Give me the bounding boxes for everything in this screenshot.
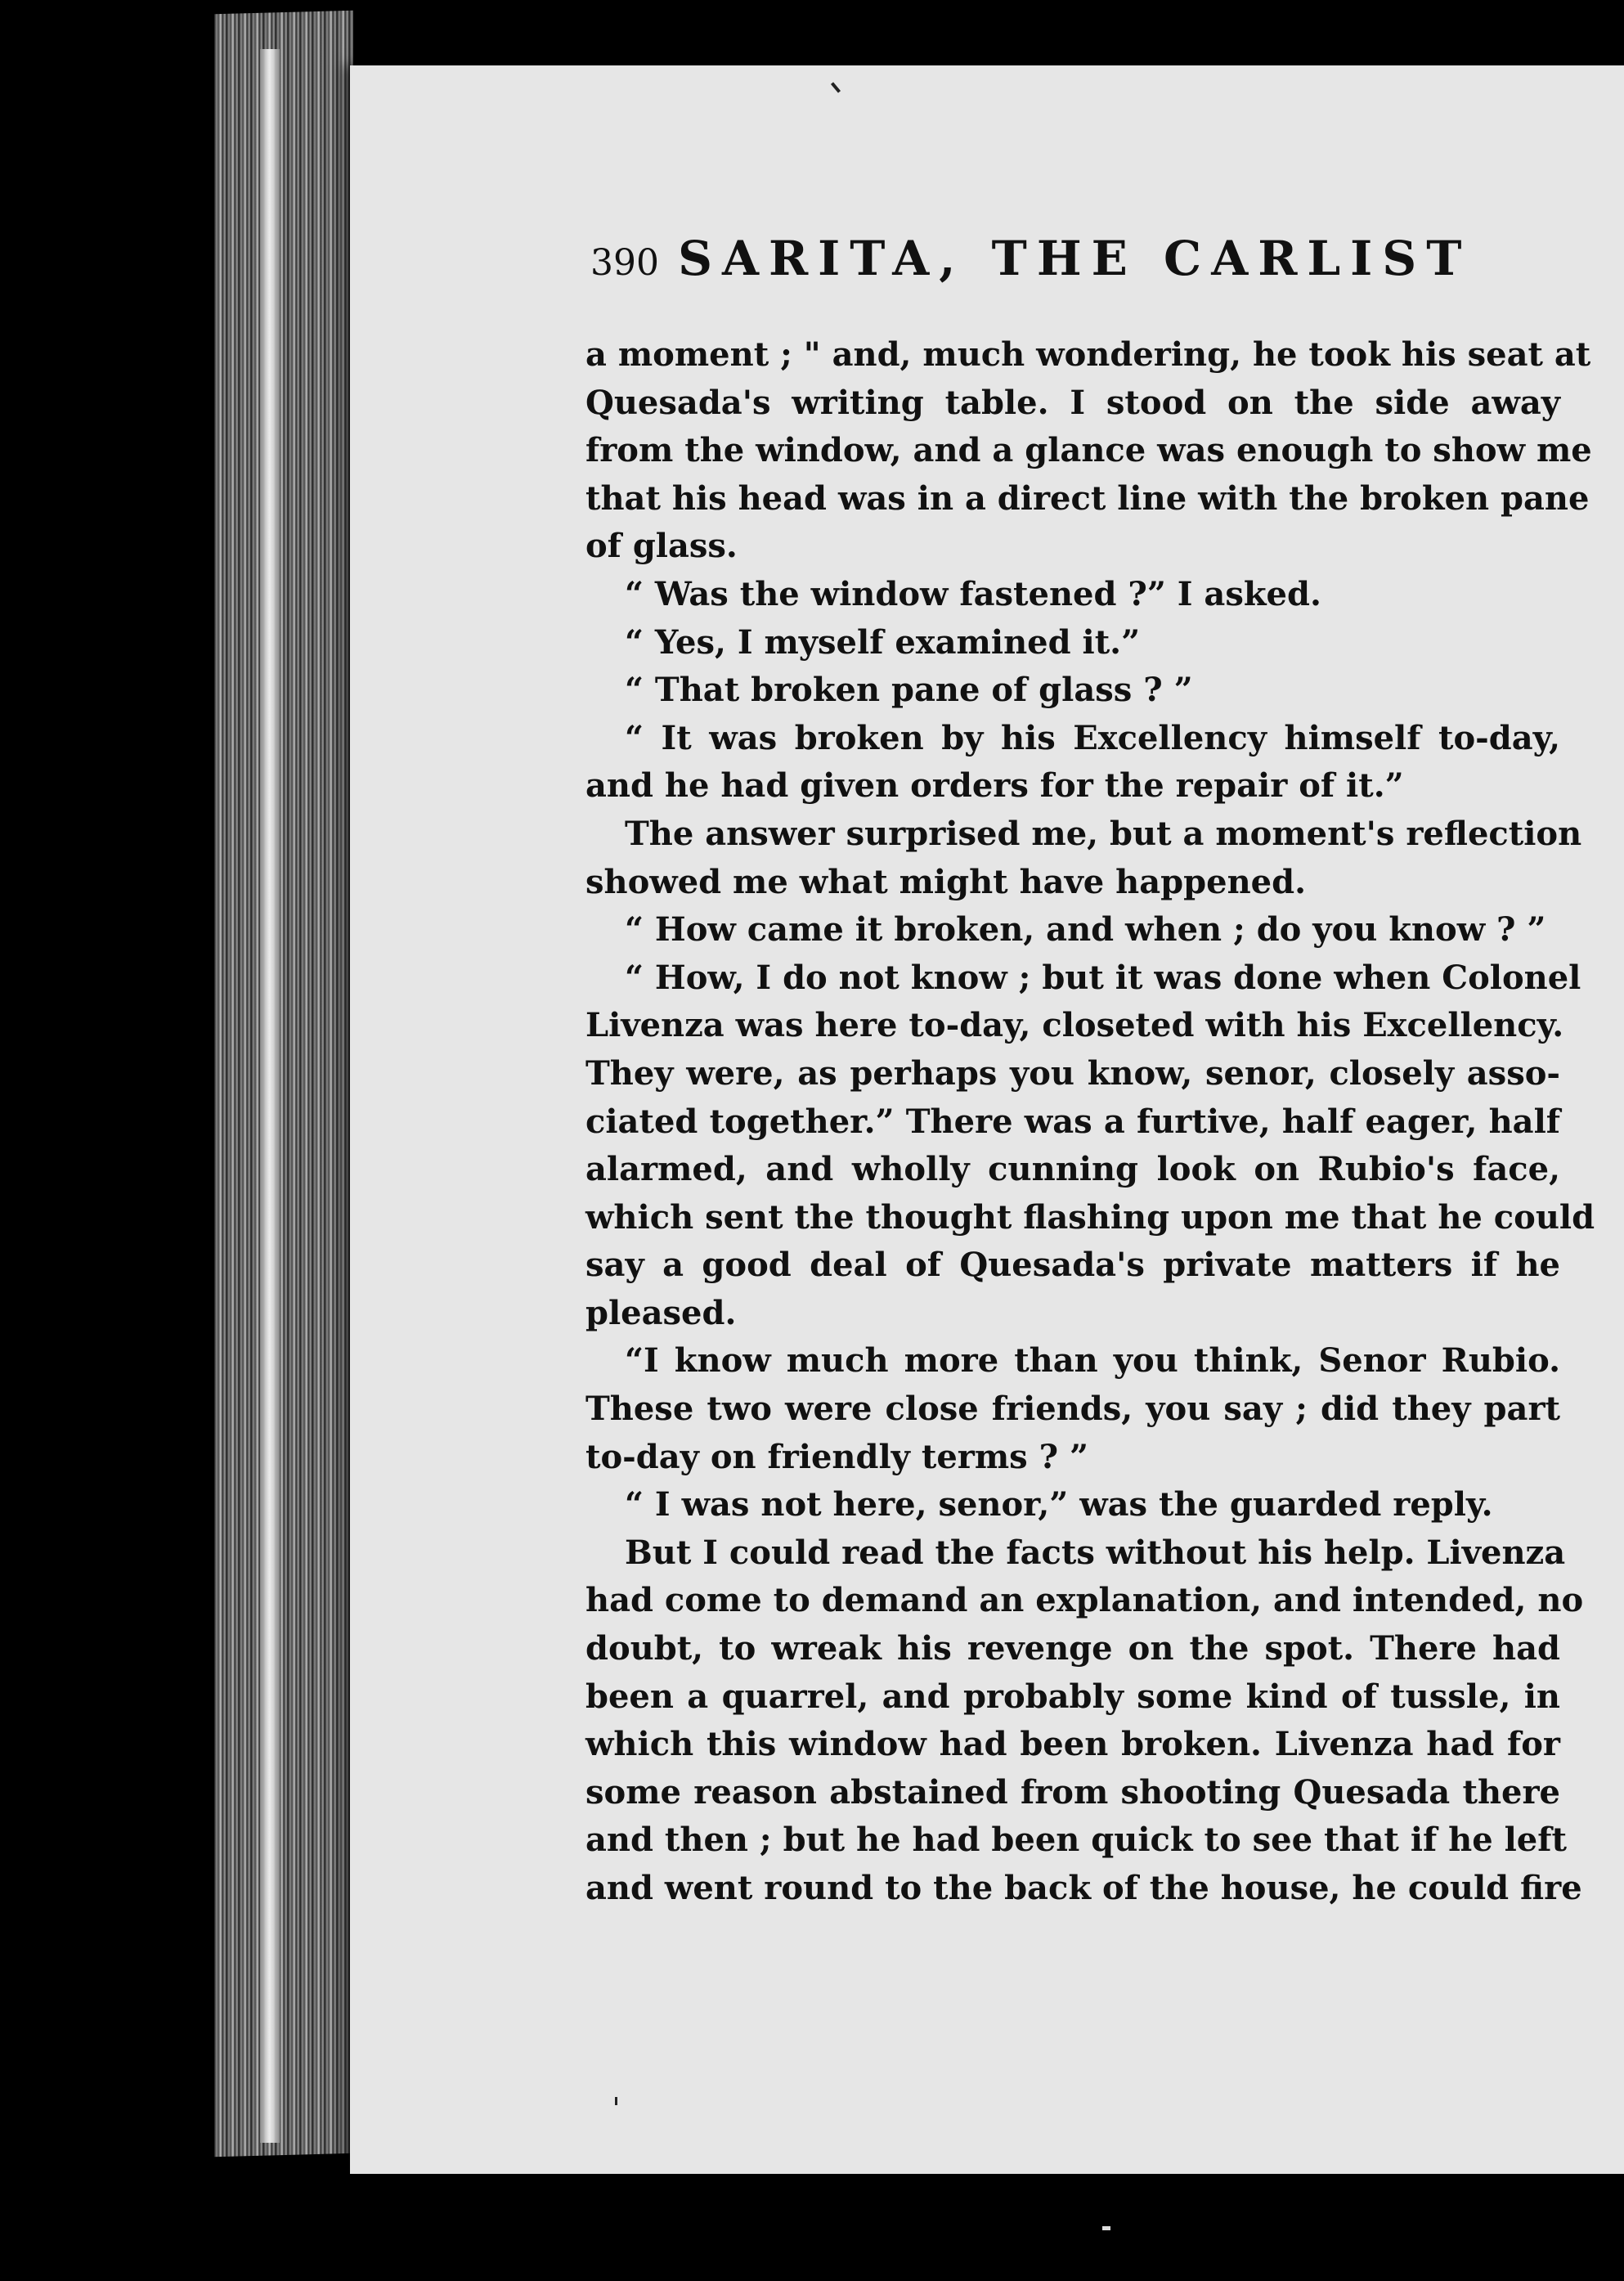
text-line: showed me what might have happened. [585, 862, 1306, 901]
text-line: and then ; but he had been quick to see that if he left [585, 1821, 1567, 1860]
text-line: “ I was not here, senor,” was the guarded reply. [625, 1485, 1493, 1524]
text-line: been a quarrel, and probably some kind of tussle, in [585, 1677, 1560, 1716]
scan-speck [1102, 2226, 1110, 2230]
text-line: “I know much more than you think, Senor Rubio. [625, 1341, 1560, 1381]
text-line: to-day on friendly terms ? ” [585, 1437, 1088, 1476]
book-page-edge-highlight [260, 49, 280, 2143]
scan-speck [615, 2097, 617, 2105]
book-page-edges [214, 11, 353, 2157]
text-line: which sent the thought flashing upon me that he could [585, 1197, 1595, 1237]
text-line: “ That broken pane of glass ? ” [625, 671, 1193, 710]
text-line: “ How, I do not know ; but it was done when Colonel [625, 958, 1581, 997]
text-line: But I could read the facts without his help. Livenza [625, 1533, 1566, 1572]
text-line: “ It was broken by his Excellency himself to-day, [625, 718, 1560, 757]
text-line: a moment ; " and, much wondering, he took his seat at [585, 335, 1591, 374]
text-line: “ Yes, I myself examined it.” [625, 622, 1141, 662]
text-line: They were, as perhaps you know, senor, closely asso- [585, 1053, 1560, 1093]
text-line: “ Was the window fastened ?” I asked. [625, 574, 1321, 613]
body-text [585, 331, 1595, 1913]
text-line: ciated together.” There was a furtive, half eager, half [585, 1102, 1560, 1141]
text-line: These two were close friends, you say ; did they part [585, 1390, 1560, 1429]
text-line: say a good deal of Quesada's private matters if he [585, 1246, 1560, 1285]
text-line: and he had given orders for the repair of it.” [585, 766, 1404, 806]
text-line: Quesada's writing table. I stood on the side away [585, 383, 1560, 422]
text-line: some reason abstained from shooting Quesada there [585, 1772, 1560, 1812]
text-line: which this window had been broken. Livenza had for [585, 1725, 1560, 1764]
text-line: and went round to the back of the house, he could fire [585, 1869, 1582, 1907]
text-line: had come to demand an explanation, and intended, no [585, 1581, 1584, 1620]
text-line: from the window, and a glance was enough to show me [585, 431, 1592, 470]
text-line: doubt, to wreak his revenge on the spot. There had [585, 1629, 1560, 1668]
page-number: 390 [590, 242, 659, 284]
text-line: of glass. [585, 527, 738, 566]
running-head [590, 231, 1547, 296]
text-line: pleased. [585, 1293, 737, 1332]
text-line: Livenza was here to-day, closeted with his Excellency. [585, 1006, 1564, 1045]
text-line: The answer surprised me, but a moment's reflection [625, 814, 1582, 853]
text-line: that his head was in a direct line with the broken pane [585, 478, 1590, 518]
text-line: “ How came it broken, and when ; do you know ? ” [625, 910, 1546, 950]
text-line: alarmed, and wholly cunning look on Rubio's face, [585, 1150, 1560, 1189]
book-title: SARITA, THE CARLIST [678, 231, 1472, 286]
